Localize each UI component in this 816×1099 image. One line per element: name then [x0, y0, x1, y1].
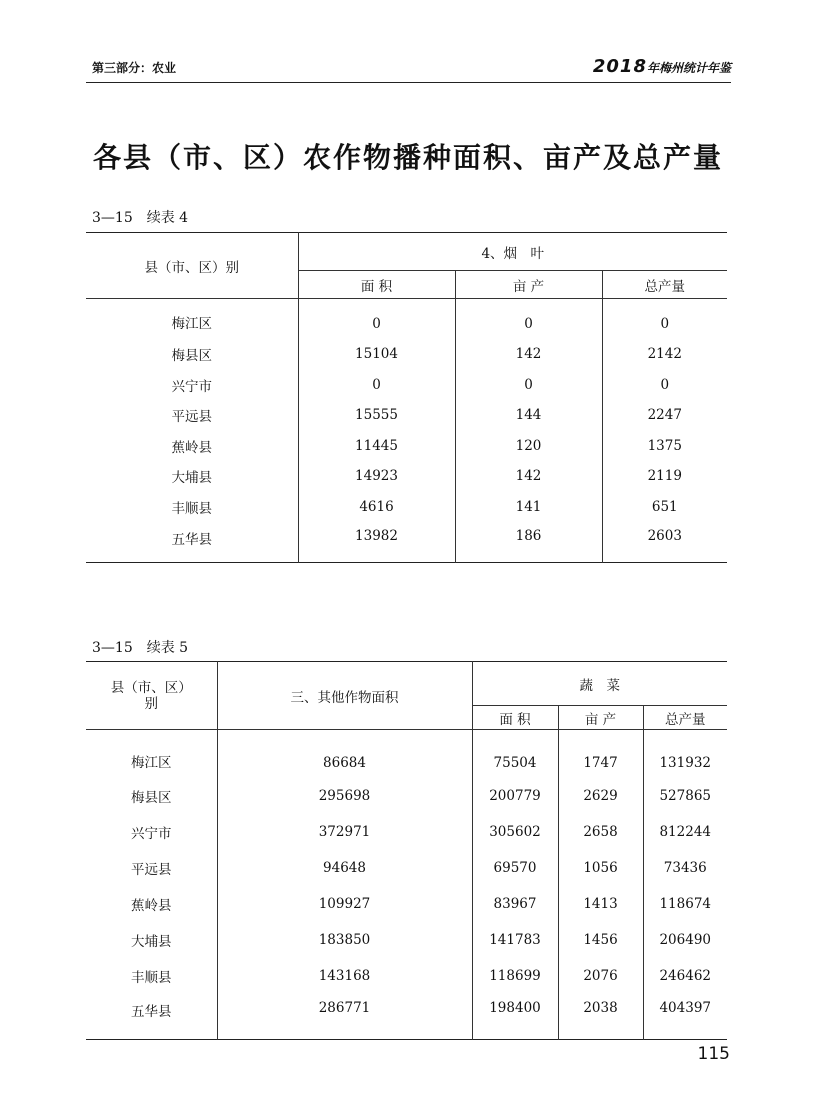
value-cell: 131932 — [643, 730, 727, 778]
value-cell: 83967 — [472, 886, 558, 922]
value-cell: 372971 — [217, 814, 472, 850]
table-row — [86, 994, 727, 1040]
value-cell: 4616 — [298, 492, 455, 523]
col-header-yield: 亩 产 — [558, 706, 643, 730]
col-header-area: 面 积 — [298, 271, 455, 299]
value-cell: 2142 — [602, 339, 727, 370]
tobacco-table — [86, 232, 727, 563]
corner-header — [86, 662, 217, 730]
col-header-area: 面 积 — [472, 706, 558, 730]
value-cell: 118699 — [472, 958, 558, 994]
value-cell: 141 — [455, 492, 602, 523]
value-cell: 2076 — [558, 958, 643, 994]
table-row — [86, 958, 727, 994]
value-cell: 2038 — [558, 994, 643, 1040]
table-row — [86, 492, 727, 523]
value-cell: 142 — [455, 339, 602, 370]
table-row — [86, 461, 727, 492]
value-cell: 75504 — [472, 730, 558, 778]
corner-header-line2: 别 — [144, 695, 158, 712]
region-name-cell: 五华县 — [131, 1003, 172, 1020]
region-name-cell: 梅江区 — [131, 754, 172, 771]
table-row — [86, 778, 727, 814]
value-cell: 527865 — [643, 778, 727, 814]
section-label: 第三部分：农业 — [92, 61, 177, 75]
region-name-cell: 大埔县 — [171, 470, 212, 487]
value-cell: 14923 — [298, 461, 455, 492]
value-cell: 0 — [455, 370, 602, 401]
region-name-cell: 兴宁市 — [131, 825, 172, 842]
region-name-cell: 丰顺县 — [131, 969, 172, 986]
region-name-cell: 梅县区 — [131, 789, 172, 806]
value-cell: 2629 — [558, 778, 643, 814]
value-cell: 1747 — [558, 730, 643, 778]
value-cell: 183850 — [217, 922, 472, 958]
value-cell: 143168 — [217, 958, 472, 994]
value-cell: 109927 — [217, 886, 472, 922]
value-cell: 0 — [602, 370, 727, 401]
value-cell: 120 — [455, 431, 602, 462]
value-cell: 1456 — [558, 922, 643, 958]
value-cell: 651 — [602, 492, 727, 523]
yearbook-year: 2018 — [592, 56, 647, 77]
value-cell: 305602 — [472, 814, 558, 850]
table-row — [86, 299, 727, 340]
value-cell: 141783 — [472, 922, 558, 958]
yearbook-title — [593, 56, 731, 77]
table-row — [86, 522, 727, 563]
value-cell: 198400 — [472, 994, 558, 1040]
region-name-cell: 丰顺县 — [171, 500, 212, 517]
region-name-cell: 蕉岭县 — [171, 439, 212, 456]
value-cell: 0 — [298, 299, 455, 340]
group-header: 蔬 菜 — [472, 662, 727, 706]
region-name-cell: 大埔县 — [131, 933, 172, 950]
value-cell: 0 — [602, 299, 727, 340]
value-cell: 404397 — [643, 994, 727, 1040]
value-cell: 200779 — [472, 778, 558, 814]
region-name-cell: 兴宁市 — [171, 378, 212, 395]
value-cell: 246462 — [643, 958, 727, 994]
col-header-output: 总产量 — [602, 271, 727, 299]
table-row — [86, 730, 727, 778]
value-cell: 94648 — [217, 850, 472, 886]
value-cell: 86684 — [217, 730, 472, 778]
table-row — [86, 886, 727, 922]
table2-label: 3—15 续表 5 — [92, 640, 189, 656]
col-header-output: 总产量 — [643, 706, 727, 730]
table-row — [86, 400, 727, 431]
value-cell: 812244 — [643, 814, 727, 850]
value-cell: 69570 — [472, 850, 558, 886]
region-name-cell: 五华县 — [171, 532, 212, 548]
value-cell: 2119 — [602, 461, 727, 492]
vegetable-table — [86, 661, 727, 1040]
region-name-cell: 梅江区 — [171, 316, 212, 332]
value-cell: 0 — [298, 370, 455, 401]
value-cell: 142 — [455, 461, 602, 492]
yearbook-name: 年梅州统计年鉴 — [646, 61, 731, 75]
page-number: 115 — [697, 1044, 730, 1064]
region-name-cell: 平远县 — [131, 861, 172, 878]
value-cell: 15555 — [298, 400, 455, 431]
value-cell: 0 — [455, 299, 602, 340]
value-cell: 13982 — [298, 522, 455, 563]
value-cell: 2603 — [602, 522, 727, 563]
other-crops-header: 三、其他作物面积 — [217, 662, 472, 730]
value-cell: 15104 — [298, 339, 455, 370]
value-cell: 144 — [455, 400, 602, 431]
col-header-yield: 亩 产 — [455, 271, 602, 299]
table-row — [86, 370, 727, 401]
table-row — [86, 814, 727, 850]
region-name-cell: 梅县区 — [171, 348, 212, 365]
value-cell: 1375 — [602, 431, 727, 462]
region-name-cell: 蕉岭县 — [131, 897, 172, 914]
value-cell: 118674 — [643, 886, 727, 922]
value-cell: 1056 — [558, 850, 643, 886]
group-header: 4、烟 叶 — [298, 233, 727, 271]
table1-label: 3—15 续表 4 — [92, 210, 189, 226]
corner-header-line1: 县（市、区） — [110, 679, 192, 696]
corner-header: 县（市、区）别 — [86, 233, 298, 299]
table-row — [86, 339, 727, 370]
table-row — [86, 431, 727, 462]
page-title: 各县（市、区）农作物播种面积、亩产及总产量 — [92, 141, 723, 174]
value-cell: 286771 — [217, 994, 472, 1040]
value-cell: 186 — [455, 522, 602, 563]
region-name-cell: 平远县 — [171, 409, 212, 426]
value-cell: 2658 — [558, 814, 643, 850]
value-cell: 2247 — [602, 400, 727, 431]
page-header — [86, 52, 731, 83]
table-row — [86, 850, 727, 886]
value-cell: 295698 — [217, 778, 472, 814]
value-cell: 1413 — [558, 886, 643, 922]
value-cell: 206490 — [643, 922, 727, 958]
value-cell: 11445 — [298, 431, 455, 462]
value-cell: 73436 — [643, 850, 727, 886]
table-row — [86, 922, 727, 958]
